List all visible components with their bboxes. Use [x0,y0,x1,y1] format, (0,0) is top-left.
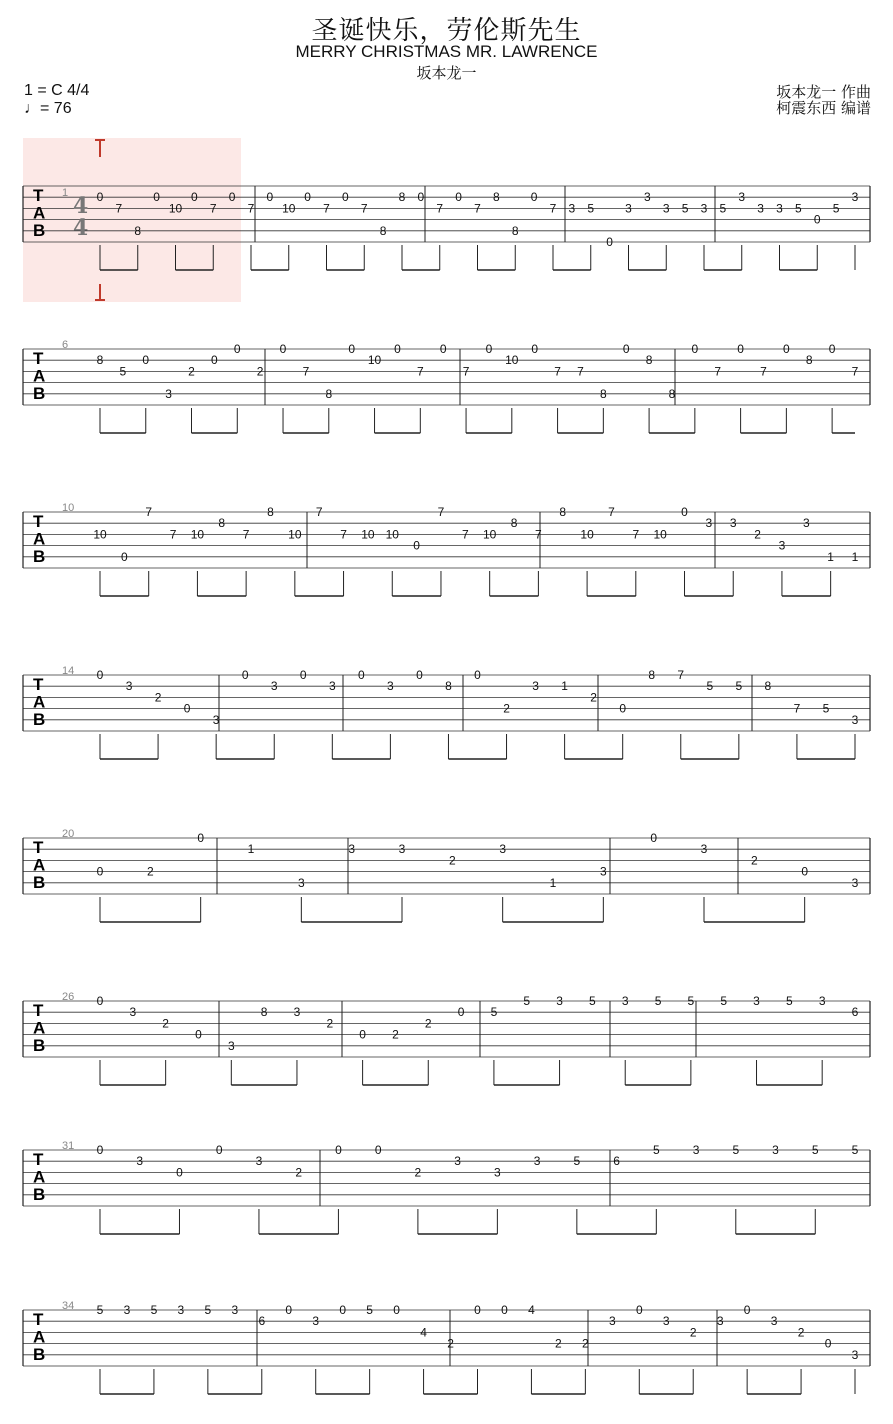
tab-clef-letter: T [33,1310,44,1330]
tab-fret-number: 3 [398,842,406,857]
tab-clef-letter: B [33,1184,46,1204]
tab-fret-number: 2 [392,1027,399,1042]
tab-fret-number: 3 [454,1154,461,1169]
tab-fret-number: 8 [96,353,104,368]
tab-fret-number: 5 [795,201,802,216]
tab-fret-number: 10 [282,201,296,216]
tab-fret-number: 2 [162,1016,169,1031]
tab-fret-number: 0 [455,190,462,205]
tab-clef-letter: T [33,349,44,369]
tab-fret-number: 0 [228,190,236,205]
tab-fret-number: 8 [805,353,813,368]
tab-fret-number: 3 [757,201,764,216]
tab-fret-number: 0 [266,190,274,205]
tab-fret-number: 5 [523,994,531,1008]
tab-fret-number: 7 [416,364,424,379]
tab-fret-number: 5 [687,994,695,1008]
song-artist: 坂本龙一 [416,64,477,82]
tab-fret-number: 8 [510,516,518,531]
tab-fret-number: 8 [260,1005,268,1020]
tab-fret-number: 10 [385,527,399,542]
measure-number: 6 [62,339,69,351]
tab-fret-number: 8 [379,223,387,238]
tab-fret-number: 0 [783,342,790,356]
tab-fret-number: 10 [653,527,667,542]
tab-fret-number: 7 [115,201,123,216]
tab-fret-number: 4 [420,1325,427,1340]
tab-fret-number: 3 [494,1165,501,1180]
tab-fret-number: 8 [668,386,676,401]
tab-fret-number: 2 [146,864,154,879]
tab-fret-number: 3 [644,190,651,205]
tab-fret-number: 2 [590,690,597,705]
tab-fret-number: 3 [772,1143,779,1157]
tab-fret-number: 10 [580,527,594,542]
tab-fret-number: 3 [851,190,859,205]
arranger-credit: 柯震东西 编谱 [776,99,871,117]
tab-fret-number: 3 [125,679,133,694]
tab-fret-number: 8 [559,505,567,519]
tab-fret-number: 0 [622,342,630,356]
tab-fret-number: 7 [209,201,217,216]
tab-fret-number: 2 [447,1336,454,1351]
tab-fret-number: 3 [818,994,826,1008]
tab-fret-number: 0 [474,1303,481,1317]
tab-clef-letter: T [33,1001,44,1021]
tab-fret-number: 0 [413,538,420,553]
tab-fret-number: 0 [801,864,809,879]
tab-fret-number: 3 [231,1303,239,1317]
tab-fret-number: 7 [714,364,722,379]
tab-fret-number: 10 [361,527,375,542]
tab-fret-number: 1 [561,679,568,694]
tab-fret-number: 0 [299,668,307,682]
tab-fret-number: 0 [335,1143,342,1157]
tab-fret-number: 0 [416,668,423,682]
tab-fret-number: 7 [549,201,557,216]
song-title: 圣诞快乐，劳伦斯先生 [311,16,582,46]
tab-fret-number: 8 [648,668,656,682]
tab-fret-number: 2 [448,853,456,868]
tab-fret-number: 8 [398,190,406,205]
tab-fret-number: 0 [285,1303,293,1317]
tab-fret-number: 8 [493,190,500,205]
tab-fret-number: 3 [123,1303,131,1317]
time-signature-top: 4 [73,193,89,219]
tab-fret-number: 7 [632,527,640,542]
tab-fret-number: 8 [645,353,653,368]
tab-fret-number: 0 [121,549,128,564]
tab-fret-number: 5 [706,679,714,694]
tab-fret-number: 7 [760,364,767,379]
tab-fret-number: 0 [339,1303,347,1317]
tab-fret-number: 3 [177,1303,185,1317]
tab-fret-number: 2 [188,364,195,379]
tab-fret-number: 3 [270,679,278,694]
tab-fret-number: 3 [533,1154,541,1169]
composer-credit: 坂本龙一 作曲 [776,83,871,101]
song-subtitle: MERRY CHRISTMAS MR. LAWRENCE [295,42,598,61]
tab-fret-number: 3 [129,1005,137,1020]
tab-fret-number: 5 [786,994,793,1008]
tab-fret-number: 2 [295,1165,303,1180]
tab-fret-number: 0 [606,235,613,249]
tab-fret-number: 8 [267,505,274,519]
tab-fret-number: 3 [662,201,670,216]
tab-fret-number: 0 [737,342,744,356]
tab-fret-number: 0 [241,668,249,682]
tab-fret-number: 7 [247,201,255,216]
tab-fret-number: 7 [242,527,250,542]
tab-clef-letter: B [33,546,46,566]
tab-fret-number: 7 [793,701,801,716]
tab-fret-number: 0 [358,668,365,682]
tab-fret-number: 0 [279,342,287,356]
tab-fret-number: 6 [851,1005,859,1020]
tab-fret-number: 0 [215,1143,223,1157]
tab-fret-number: 0 [394,342,401,356]
tab-fret-number: 0 [233,342,241,356]
tab-fret-number: 3 [753,994,760,1008]
tab-fret-number: 7 [677,668,685,682]
tab-fret-number: 3 [255,1154,263,1169]
tab-fret-number: 0 [691,342,699,356]
tab-clef-letter: B [33,1035,46,1055]
tab-clef-letter: B [33,872,46,892]
tab-fret-number: 0 [417,190,425,205]
tab-fret-number: 7 [302,364,310,379]
tab-fret-number: 10 [190,527,205,542]
tab-clef-letter: A [33,203,46,223]
tab-fret-number: 0 [530,190,538,205]
tab-fret-number: 0 [485,342,493,356]
tab-fret-number: 5 [150,1303,158,1317]
tab-fret-number: 0 [96,994,104,1008]
tab-fret-number: 2 [503,701,510,716]
measure-number: 31 [62,1140,75,1152]
tab-fret-number: 5 [719,201,727,216]
tab-fret-number: 0 [457,1005,465,1020]
tab-fret-number: 0 [183,701,191,716]
tab-fret-number: 5 [490,1005,498,1020]
tab-clef-letter: A [33,692,46,712]
tab-fret-number: 2 [424,1016,432,1031]
tab-fret-number: 0 [635,1303,643,1317]
tab-clef-letter: T [33,675,44,695]
tab-fret-number: 10 [168,201,183,216]
tab-fret-number: 3 [227,1038,235,1053]
tab-fret-number: 10 [367,353,382,368]
tab-fret-number: 10 [482,527,497,542]
tab-fret-number: 2 [582,1336,589,1351]
tab-fret-number: 8 [764,679,772,694]
tab-fret-number: 3 [770,1314,778,1329]
tab-fret-number: 5 [654,994,662,1008]
tab-fret-number: 4 [528,1303,535,1317]
tab-fret-number: 7 [436,201,444,216]
tab-fret-number: 10 [505,353,519,368]
tab-fret-number: 7 [462,364,470,379]
tab-fret-number: 3 [348,842,356,857]
tab-fret-number: 7 [461,527,469,542]
tab-clef-letter: T [33,1150,44,1170]
tab-fret-number: 0 [393,1303,400,1317]
tab-fret-number: 6 [613,1154,620,1169]
tab-fret-number: 0 [681,505,688,519]
tab-fret-number: 7 [437,505,445,519]
time-signature-bottom: 4 [73,215,89,241]
tab-fret-number: 3 [851,1347,859,1362]
tab-fret-number: 0 [501,1303,508,1317]
tab-fret-number: 3 [212,712,220,727]
tab-fret-number: 0 [374,1143,382,1157]
tab-fret-number: 0 [96,190,104,205]
tab-fret-number: 2 [256,364,264,379]
tab-clef-letter: A [33,855,46,875]
tab-fret-number: 5 [735,679,743,694]
tab-fret-number: 8 [325,386,333,401]
measure-number: 1 [62,187,69,199]
tab-fret-number: 0 [828,342,836,356]
tab-fret-number: 2 [750,853,758,868]
tab-clef-letter: T [33,186,44,206]
tab-fret-number: 2 [797,1325,805,1340]
tab-fret-number: 3 [716,1314,724,1329]
tab-fret-number: 7 [608,505,615,519]
tab-fret-number: 0 [96,668,104,682]
tab-fret-number: 10 [93,527,107,542]
tab-fret-number: 1 [827,549,834,564]
tab-fret-number: 0 [743,1303,751,1317]
tab-fret-number: 0 [191,190,198,205]
tab-fret-number: 5 [832,201,840,216]
tab-clef-letter: A [33,1018,46,1038]
tab-fret-number: 3 [328,679,336,694]
tab-fret-number: 7 [169,527,177,542]
tab-fret-number: 0 [304,190,311,205]
tempo-marking: ♩= 76 [24,100,72,117]
tab-fret-number: 3 [802,516,810,531]
tab-fret-number: 7 [323,201,330,216]
measure-number: 10 [62,502,75,514]
key-signature: 1 = C 4/4 [24,82,90,99]
tab-fret-number: 0 [96,1143,104,1157]
tab-fret-number: 3 [700,201,708,216]
tab-fret-number: 0 [197,831,205,845]
tab-fret-number: 0 [650,831,658,845]
measure-number: 34 [62,1300,75,1312]
tab-fret-number: 2 [754,527,761,542]
tab-fret-number: 0 [359,1027,366,1042]
tab-clef-letter: A [33,1167,46,1187]
tab-fret-number: 7 [145,505,153,519]
tab-fret-number: 3 [851,875,859,890]
tab-fret-number: 3 [738,190,746,205]
tab-clef-letter: A [33,1327,46,1347]
tab-fret-number: 2 [414,1165,422,1180]
tab-fret-number: 3 [532,679,539,694]
tab-fret-number: 6 [258,1314,266,1329]
tab-fret-number: 3 [165,386,172,401]
tab-fret-number: 0 [96,864,104,879]
tab-fret-number: 5 [573,1154,581,1169]
tab-fret-number: 5 [587,201,595,216]
tab-clef-letter: T [33,512,44,532]
tab-fret-number: 5 [652,1143,660,1157]
tab-fret-number: 2 [154,690,162,705]
tab-fret-number: 7 [474,201,481,216]
tab-fret-number: 5 [811,1143,819,1157]
tab-fret-number: 3 [729,516,737,531]
tab-fret-number: 3 [625,201,632,216]
measure-number: 26 [62,991,75,1003]
tab-fret-number: 3 [705,516,713,531]
tab-fret-number: 5 [589,994,596,1008]
tab-clef-letter: A [33,366,46,386]
tab-fret-number: 7 [340,527,347,542]
tab-fret-number: 7 [577,364,584,379]
tab-fret-number: 0 [619,701,627,716]
tab-fret-number: 3 [700,842,708,857]
tab-fret-number: 0 [342,190,349,205]
tab-fret-number: 0 [142,353,150,368]
tab-clef-letter: B [33,220,46,240]
tab-fret-number: 0 [813,212,821,227]
tab-fret-number: 5 [720,994,728,1008]
tab-fret-number: 5 [822,701,830,716]
tab-fret-number: 1 [247,842,255,857]
tab-fret-number: 8 [218,516,226,531]
tab-fret-number: 3 [778,538,786,553]
tab-fret-number: 7 [360,201,368,216]
tab-fret-number: 0 [195,1027,202,1042]
tab-fret-number: 5 [119,364,127,379]
tab-fret-number: 3 [293,1005,301,1020]
tab-fret-number: 3 [136,1154,144,1169]
tab-fret-number: 1 [851,549,859,564]
tab-fret-number: 5 [732,1143,740,1157]
tab-clef-letter: B [33,709,46,729]
measure-number: 20 [62,828,75,840]
tab-fret-number: 3 [776,201,783,216]
tab-fret-number: 7 [535,527,542,542]
tab-fret-number: 3 [599,864,607,879]
tab-fret-number: 3 [568,201,576,216]
tab-fret-number: 2 [326,1016,334,1031]
tab-fret-number: 0 [824,1336,832,1351]
tab-fret-number: 3 [499,842,507,857]
tab-fret-number: 3 [621,994,629,1008]
tab-fret-number: 1 [549,875,557,890]
tab-fret-number: 3 [851,712,859,727]
tab-fret-number: 8 [511,223,519,238]
tab-fret-number: 5 [681,201,689,216]
tab-fret-number: 0 [439,342,447,356]
tab-fret-number: 8 [134,223,142,238]
tab-fret-number: 3 [312,1314,320,1329]
tab-fret-number: 8 [599,386,607,401]
tab-fret-number: 3 [662,1314,670,1329]
tab-fret-number: 5 [204,1303,212,1317]
tab-fret-number: 5 [96,1303,104,1317]
tab-fret-number: 5 [366,1303,373,1317]
tab-clef-letter: B [33,1344,46,1364]
tab-fret-number: 8 [445,679,452,694]
tab-fret-number: 0 [211,353,218,368]
tab-fret-number: 0 [474,668,481,682]
tab-fret-number: 3 [387,679,394,694]
tab-fret-number: 2 [689,1325,697,1340]
tab-clef-letter: B [33,383,46,403]
tab-fret-number: 0 [531,342,539,356]
tab-fret-number: 10 [288,527,302,542]
tab-fret-number: 0 [153,190,160,205]
tab-fret-number: 3 [297,875,305,890]
tab-clef-letter: T [33,838,44,858]
tab-fret-number: 3 [608,1314,616,1329]
tab-fret-number: 3 [692,1143,700,1157]
tab-fret-number: 7 [315,505,323,519]
tab-fret-number: 7 [851,364,859,379]
tab-fret-number: 5 [851,1143,859,1157]
tab-fret-number: 0 [348,342,356,356]
tab-fret-number: 7 [554,364,561,379]
tab-fret-number: 3 [556,994,563,1008]
tab-clef-letter: A [33,529,46,549]
measure-number: 14 [62,665,75,677]
tab-fret-number: 0 [176,1165,183,1180]
tab-fret-number: 2 [555,1336,562,1351]
